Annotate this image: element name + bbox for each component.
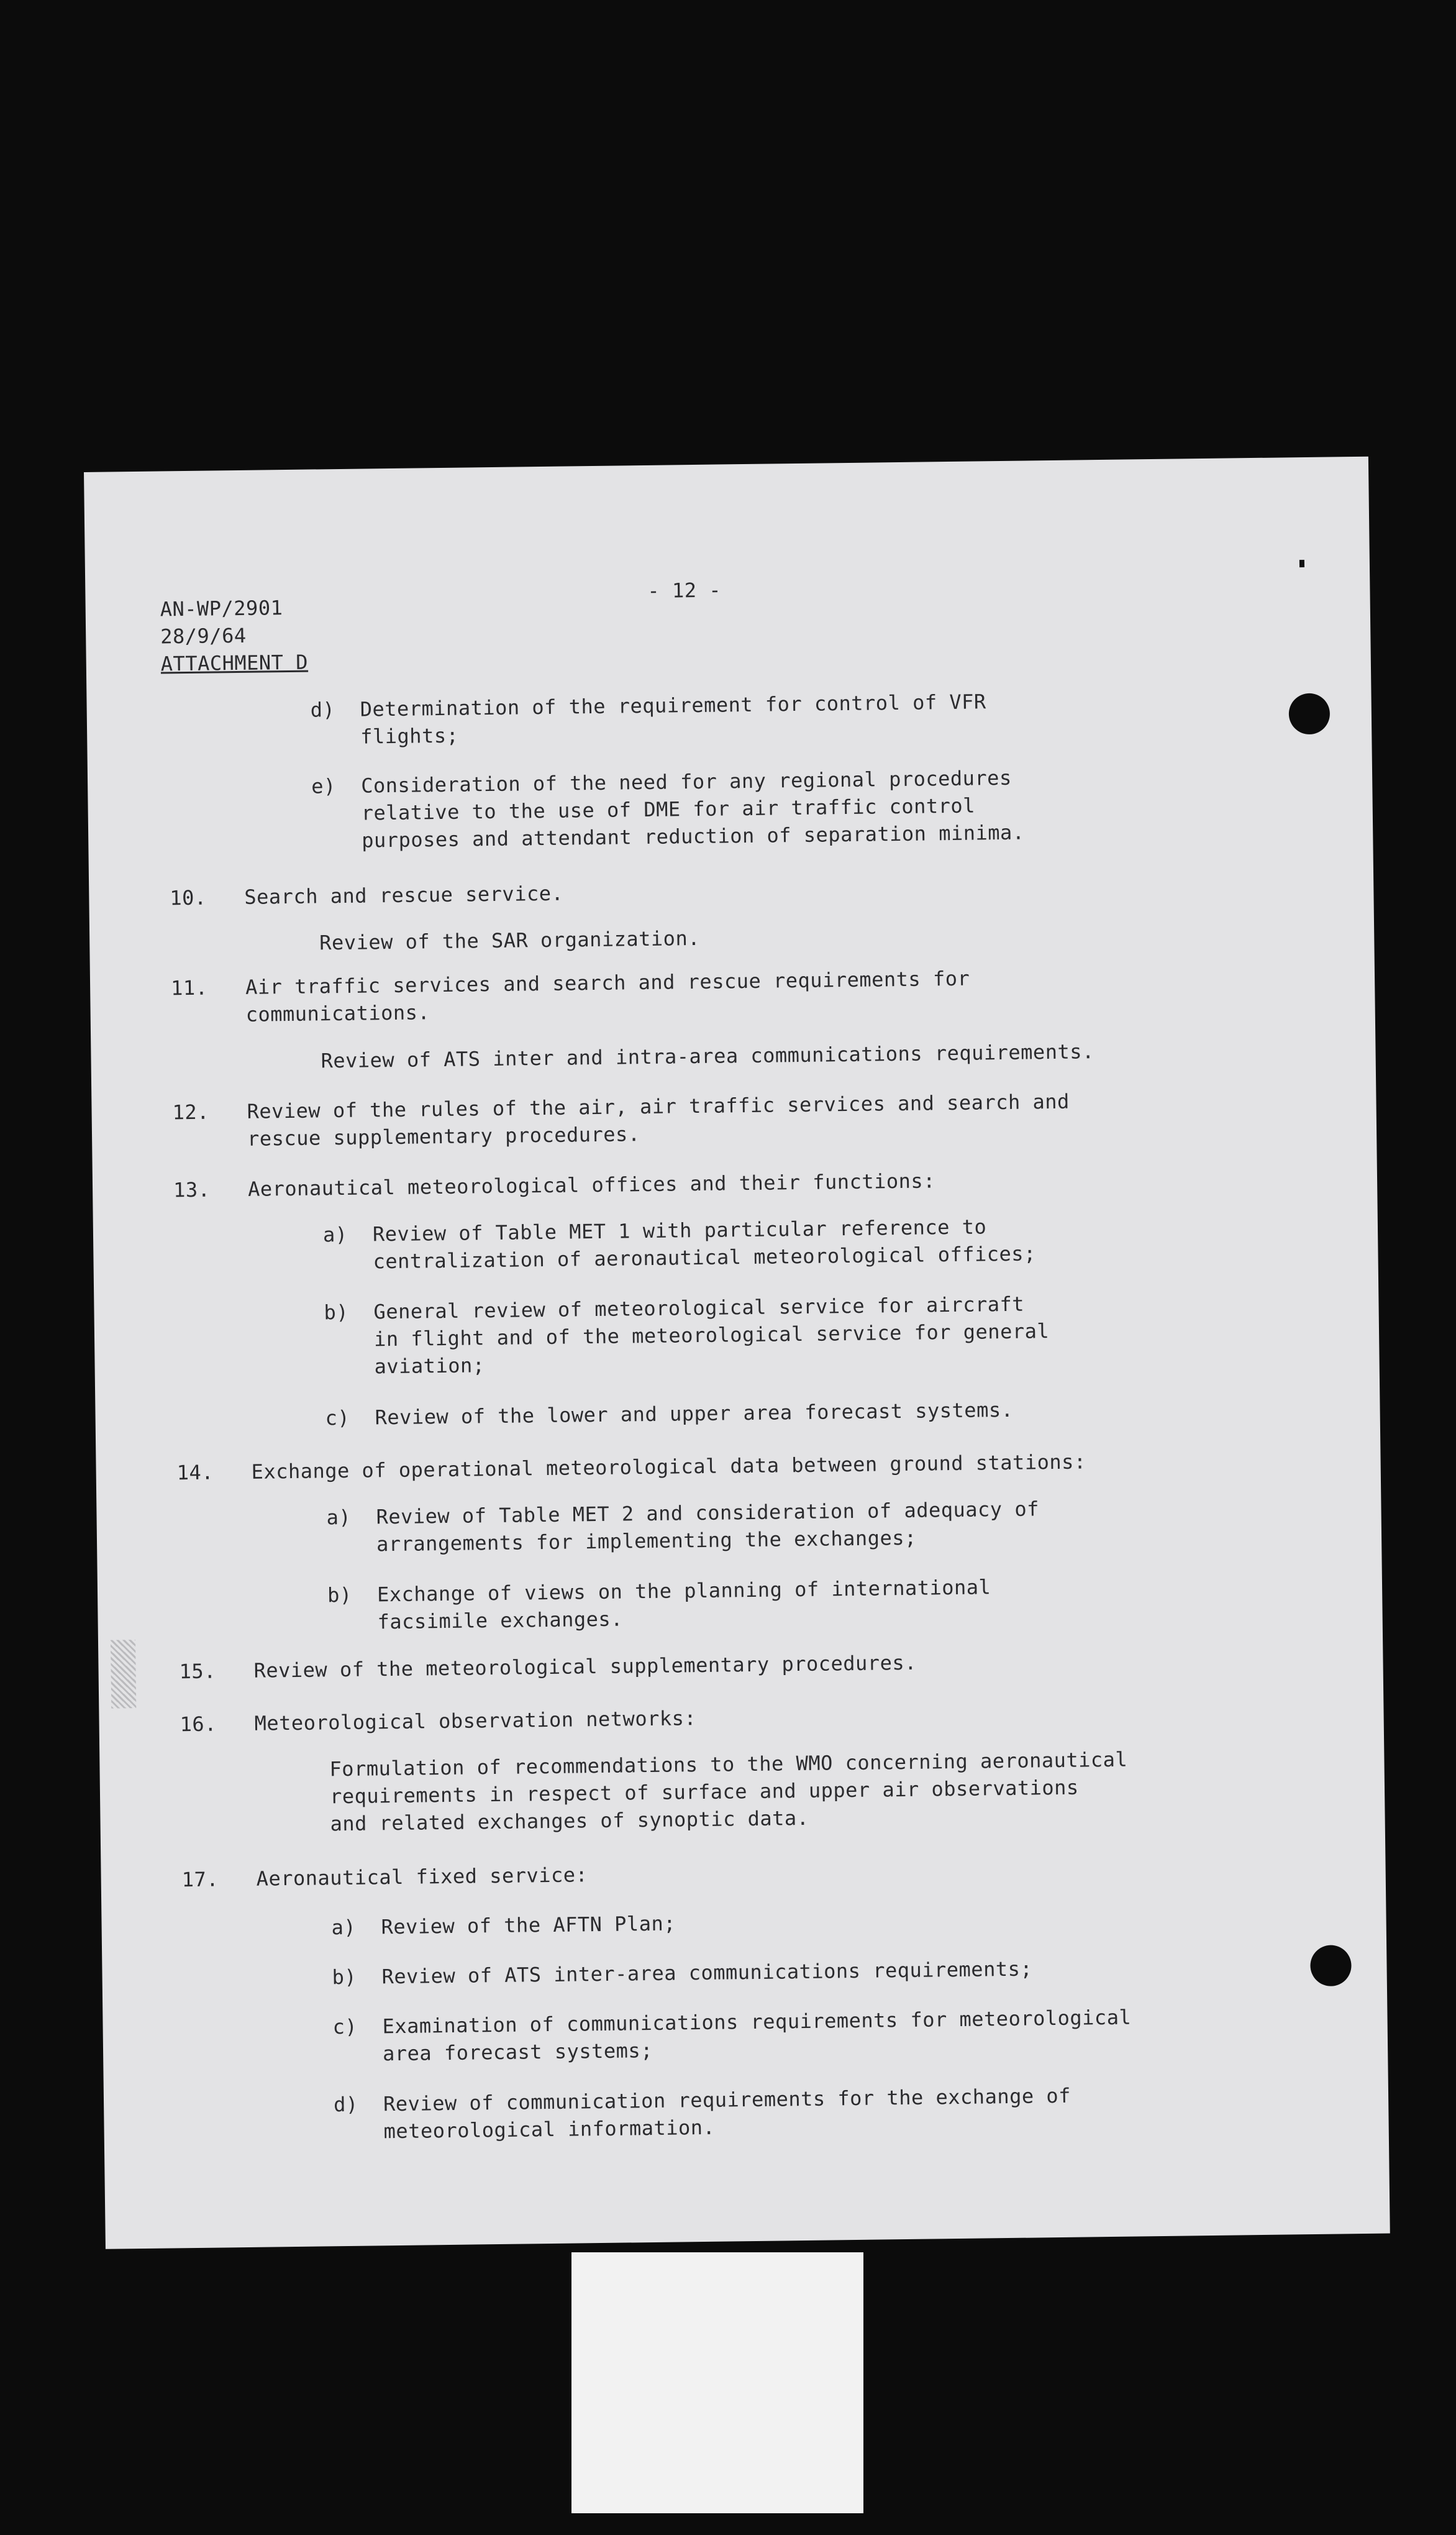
item-number: 11.: [170, 975, 208, 1000]
item-title: Aeronautical meteorological offices and their functions:: [247, 1169, 936, 1201]
ref-date: 28/9/64: [160, 623, 247, 649]
ref-number: AN-WP/2901: [160, 596, 283, 621]
punch-hole: [1310, 1945, 1352, 1986]
item-text: Review of the lower and upper area forecast systems.: [375, 1397, 1014, 1430]
item-label: b): [332, 1965, 357, 1989]
ref-attachment: ATTACHMENT D: [160, 650, 309, 676]
item-text: relative to the use of DME for air traffic control: [361, 793, 976, 825]
item-label: a): [331, 1915, 357, 1940]
item-number: 10.: [170, 885, 207, 910]
item-text: Review of the SAR organization.: [319, 926, 701, 955]
item-text: Consideration of the need for any regional procedures: [360, 765, 1012, 798]
item-number: 14.: [176, 1460, 214, 1485]
item-title: communications.: [245, 1000, 430, 1026]
document-page: [84, 457, 1390, 2249]
item-text: Formulation of recommendations to the WMO concerning aeronautical: [329, 1747, 1128, 1781]
item-title: rescue supplementary procedures.: [247, 1122, 640, 1151]
item-label: b): [324, 1300, 349, 1325]
item-text: Review of ATS inter and intra-area communications requirements.: [321, 1039, 1094, 1073]
item-number: 13.: [173, 1177, 211, 1202]
item-number: 16.: [180, 1712, 217, 1737]
item-text: flights;: [360, 723, 459, 749]
item-label: a): [326, 1505, 352, 1530]
item-text: area forecast systems;: [382, 2039, 653, 2066]
item-text: meteorological information.: [383, 2115, 716, 2144]
item-text: centralization of aeronautical meteorological offices;: [373, 1241, 1037, 1274]
item-label: c): [332, 2014, 358, 2039]
item-title: Meteorological observation networks:: [254, 1706, 697, 1735]
film-target-card: [571, 2252, 863, 2513]
item-text: Exchange of views on the planning of international: [376, 1575, 991, 1607]
ink-mark: [1299, 560, 1304, 567]
item-title: Search and rescue service.: [244, 881, 564, 909]
document-reference: [160, 594, 308, 678]
item-text: Review of ATS inter-area communications requirements;: [381, 1957, 1033, 1989]
item-text: Review of Table MET 1 with particular reference to: [372, 1215, 987, 1246]
item-text: General review of meteorological service for aircraft: [373, 1292, 1025, 1324]
item-text: aviation;: [374, 1353, 485, 1379]
item-title: Aeronautical fixed service:: [256, 1863, 588, 1891]
item-text: requirements in respect of surface and upper air observations: [329, 1775, 1079, 1809]
item-text: arrangements for implementing the exchanges;: [376, 1525, 917, 1556]
item-label: e): [311, 774, 336, 798]
item-text: Determination of the requirement for control of VFR: [360, 690, 986, 721]
item-text: Review of communication requirements for the exchange of: [383, 2083, 1072, 2116]
page-number: - 12 -: [647, 578, 722, 603]
item-title: Review of the meteorological supplementary procedures.: [253, 1650, 917, 1683]
item-text: Review of the AFTN Plan;: [381, 1911, 676, 1939]
page-smudge: [111, 1640, 136, 1708]
item-title: Exchange of operational meteorological data between ground stations:: [251, 1450, 1086, 1484]
item-label: b): [327, 1583, 352, 1607]
item-number: 15.: [179, 1659, 217, 1684]
item-title: Review of the rules of the air, air traffic services and search and: [247, 1089, 1070, 1123]
item-number: 17.: [181, 1867, 219, 1892]
item-title: Air traffic services and search and rescue requirements for: [245, 966, 970, 999]
item-text: in flight and of the meteorological service for general: [373, 1319, 1050, 1351]
item-text: Review of Table MET 2 and consideration of adequacy of: [376, 1497, 1040, 1529]
item-label: d): [310, 698, 335, 722]
item-number: 12.: [172, 1100, 210, 1125]
item-label: c): [325, 1405, 350, 1430]
item-text: facsimile exchanges.: [377, 1607, 624, 1634]
item-label: a): [322, 1222, 348, 1247]
item-text: Examination of communications requirements for meteorological: [382, 2005, 1132, 2039]
punch-hole: [1288, 693, 1330, 735]
item-label: d): [333, 2092, 358, 2117]
item-text: purposes and attendant reduction of separation minima.: [362, 820, 1025, 852]
item-text: and related exchanges of synoptic data.: [330, 1806, 809, 1836]
